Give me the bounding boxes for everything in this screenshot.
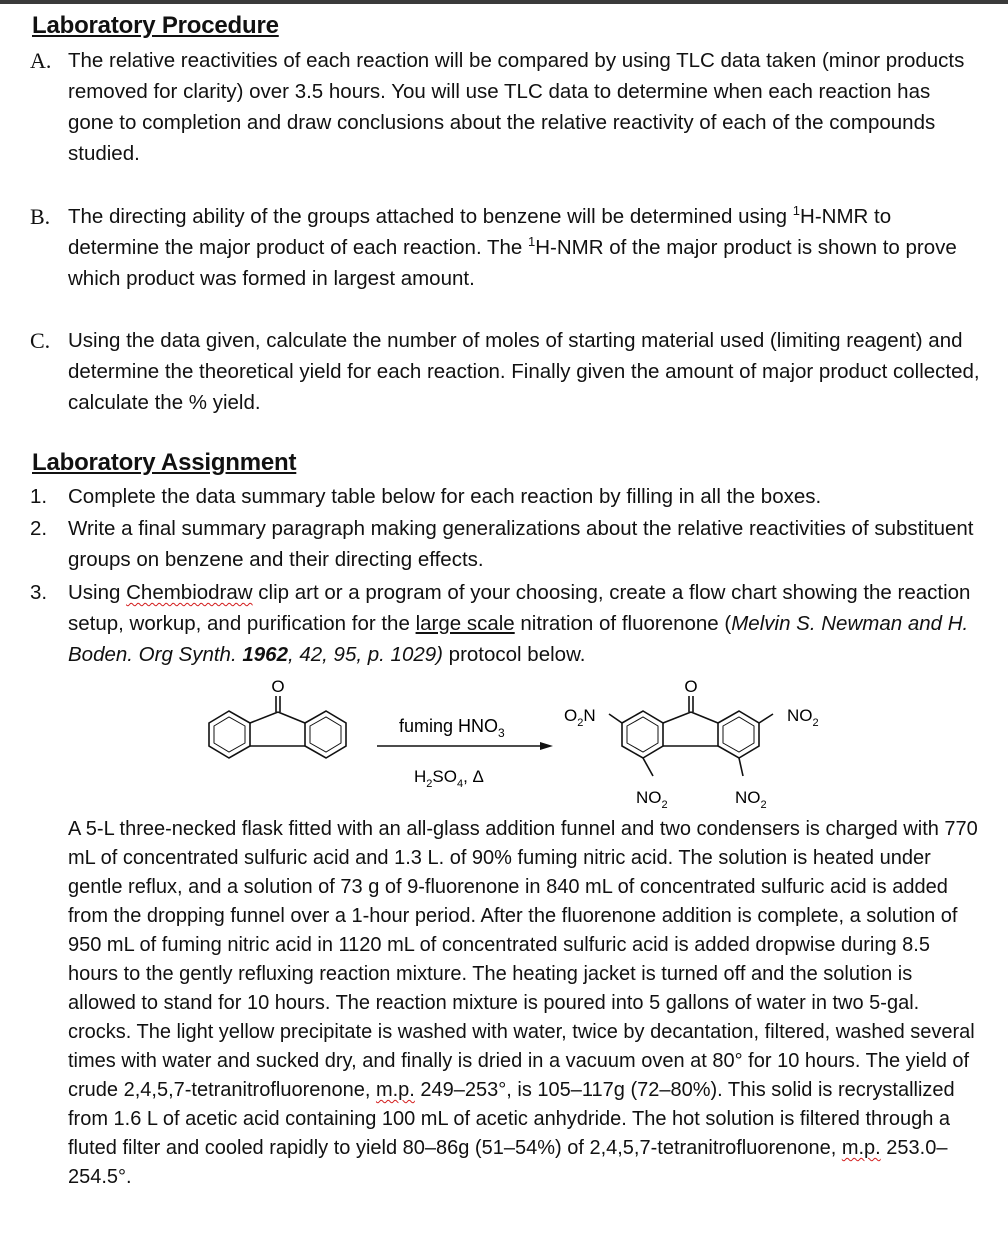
o2n-label: $O_2N$ bbox=[564, 706, 596, 729]
fluorenone-structure bbox=[209, 696, 346, 758]
software-name: Chembiodraw bbox=[126, 581, 253, 604]
procedure-item-b bbox=[30, 201, 980, 294]
carbonyl-oxygen-label: O bbox=[684, 677, 698, 696]
no2-label: $NO_2$ bbox=[787, 706, 819, 729]
item-marker: C. bbox=[30, 328, 51, 353]
no2-label: $NO_2$ bbox=[735, 788, 767, 811]
item-marker: B. bbox=[30, 204, 51, 229]
item-text: The relative reactivities of each reaction will be compared by using TLC data taken (minor products removed for clarity) over 3.5 hours. You will use TLC data to determine when each reaction has gone to completion and draw conclusions about the relative reactivity of each of the compounds studied. bbox=[68, 49, 965, 165]
tetranitrofluorenone-structure bbox=[609, 696, 773, 776]
item-text: Write a final summary paragraph making generalizations about the relative reactivities of substituent groups on benzene and their directing effects. bbox=[68, 517, 974, 571]
item-text: The directing ability of the groups attached to benzene will be determined using $^1$H-NMR to determine the major product of each reaction. The $^1$H-NMR of the major product is shown to prove which product was formed in largest amount. bbox=[68, 203, 957, 290]
item-marker: 1. bbox=[30, 485, 48, 508]
carbonyl-oxygen-label: O bbox=[271, 677, 285, 696]
mp-abbrev: m.p. bbox=[375, 1079, 415, 1101]
arrow-head bbox=[540, 742, 553, 750]
assignment-heading: Laboratory Assignment bbox=[32, 449, 297, 476]
protocol-paragraph: A 5-L three-necked flask fitted with an all-glass addition funnel and two condensers is charged with 770 mL of concentrated sulfuric acid and 1.3 L. of 90% fuming nitric acid. The solution is heated under gentle reflux, and a solution of 73 g of 9-fluorenone in 840 mL of concentrated sulfuric acid is added from the dropping funnel over a 1-hour period. After the fluorenone addition is complete, a solution of 950 mL of fuming nitric acid in 1120 mL of concentrated sulfuric acid is added dropwise during 8.5 hours to the gently refluxing reaction mixture. The heating jacket is turned off and the solution is allowed to stand for 10 hours. The reaction mixture is poured into 5 gallons of water in two 5-gal. crocks. The light yellow precipitate is washed with water, twice by decantation, filtered, washed several times with water and sucked dry, and finally is dried in a vacuum oven at 80° for 10 hours. The yield of crude 2,4,5,7-tetranitrofluorenone, m.p. 249–253°, is 105–117g (72–80%). This solid is recrystallized from 1.6 L of acetic acid containing 100 mL of acetic anhydride. The hot solution is filtered through a fluted filter and cooled rapidly to yield 80–86g (51–54%) of 2,4,5,7-tetranitrofluorenone, m.p. 253.0–254.5°. bbox=[68, 818, 978, 1188]
large-scale-underline: large scale bbox=[415, 612, 515, 635]
top-border bbox=[0, 0, 1008, 4]
mp-abbrev: m.p. bbox=[841, 1137, 881, 1159]
item-marker: 3. bbox=[30, 581, 48, 604]
item-marker: 2. bbox=[30, 517, 48, 540]
assignment-item-2 bbox=[30, 513, 980, 575]
no2-label: $NO_2$ bbox=[636, 788, 668, 811]
procedure-item-c bbox=[30, 325, 980, 418]
item-text: Complete the data summary table below for each reaction by filling in all the boxes. bbox=[68, 485, 822, 508]
item-marker: A. bbox=[30, 48, 52, 73]
item-text: Using Chembiodraw clip art or a program of your choosing, create a flow chart showing the reaction setup, workup, and purification for the large scale nitration of fluorenone (Melvin S. Newman and H. Boden. Org Synth. 1962, 42, 95, p. 1029) protocol below. bbox=[68, 581, 971, 666]
reagent-sulfuric-heat: $H_2SO_4$, Δ bbox=[414, 767, 484, 790]
assignment-item-3 bbox=[30, 577, 980, 670]
procedure-heading: Laboratory Procedure bbox=[32, 12, 279, 39]
item-text: Using the data given, calculate the number of moles of starting material used (limiting reagent) and determine the theoretical yield for each reaction. Finally given the amount of major product collected, calculate the % yield. bbox=[68, 329, 980, 414]
procedure-item-a bbox=[30, 45, 980, 169]
nitration-scheme bbox=[195, 672, 835, 812]
citation: Melvin S. Newman and H. Boden. Org Synth. bbox=[68, 612, 969, 666]
reagent-fuming-nitric: fuming $HNO_3$ bbox=[399, 716, 505, 740]
assignment-item-1 bbox=[30, 481, 980, 512]
